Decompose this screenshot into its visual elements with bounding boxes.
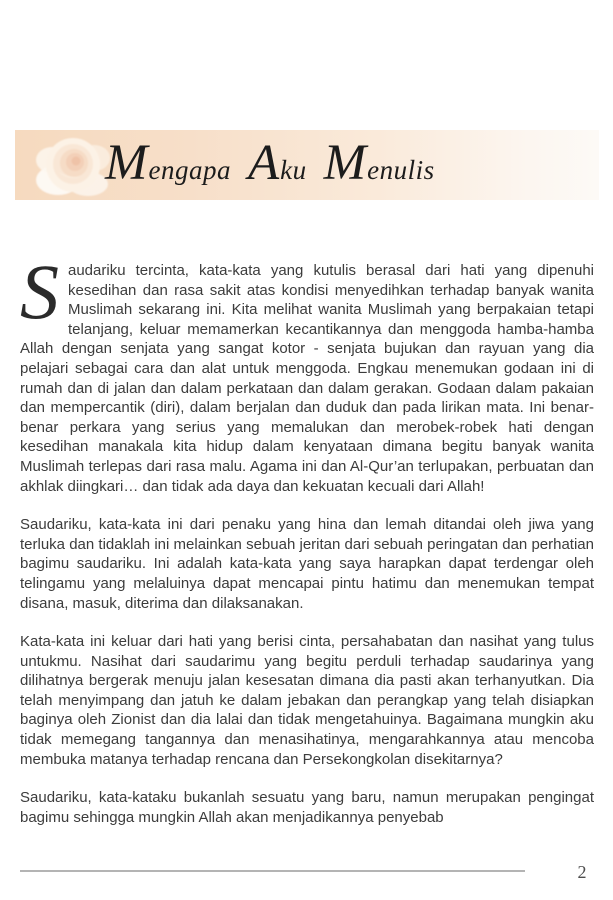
body-paragraph: Saudariku, kata-kataku bukanlah sesuatu yang baru, namun merupakan pengingat bagimu sehingga mungkin Allah akan menjadikannya penyebab bbox=[20, 789, 594, 826]
body-paragraph bbox=[20, 248, 594, 496]
body-paragraph: Kata-kata ini keluar dari hati yang berisi cinta, persahabatan dan nasihat yang tulus untukmu. Nasihat dari saudarimu yang begitu perduli terhadap saudarinya yang dilihatnya bergerak menuju jalan kesesatan dimana dia pasti akan terhanyutkan. Dia telah menyimpang dan jatuh ke dalam jebakan dan perangkap yang telah disiapkan baginya oleh Zionist dan dia lalai dan tidak mengetahuinya. Bagaimana mungkin aku tidak memegang tangannya dan menasihatinya, mengarahkannya atau mencoba membuka matanya terhadap rencana dan Persekongkolan disekitarnya? bbox=[20, 633, 594, 768]
page-number: 2 bbox=[577, 862, 587, 882]
paragraph-text: audariku tercinta, kata-kata yang kutulis berasal dari hati yang dipenuhi kesedihan dan rasa sakit atas kondisi menyedihkan terhadap banyak wanita Muslimah sekarang ini. Kita melihat wanita Muslimah yang berpakaian tetapi telanjang, keluar memamerkan kecantikannya dan menggoda hamba-hamba Allah dengan senjata yang sangat kotor - senjata bujukan dan rayuan yang dia pelajari sebagai cara dan alat untuk menggoda. Engkau menemukan godaan ini di rumah dan di jalan dan dalam perkataan dan dalam gerakan. Godaan dalam pakaian dan mempercantik (diri), dalam berjalan dan duduk dan pada lirikan mata. Ini benar-benar perkara yang serius yang memalukan dan merobek-robek hati dengan kesedihan manakala kita hidup dalam kenyataan dimana begitu banyak wanita Muslimah terlepas dari rasa malu. Agama ini dan Al-Qur’an terlupakan, perbuatan dan akhlak diingkari… dan tidak ada daya dan kekuatan kecuali dari Allah! bbox=[20, 262, 594, 495]
page-body bbox=[20, 248, 594, 846]
title-word: Menulis bbox=[323, 135, 435, 191]
title-word: Mengapa bbox=[105, 135, 231, 191]
chapter-title bbox=[105, 135, 452, 191]
body-paragraph: Saudariku, kata-kata ini dari penaku yang hina dan lemah ditandai oleh jiwa yang terluka dan tidaklah ini melainkan sebuah jeritan dari sebuah peringatan dan perhatian bagimu saudariku. Ini adalah kata-kata yang saya harapkan dapat terdengar oleh telingamu yang melaluinya dapat mencapai pintu hatimu dan menemukan tempat disana, masuk, diterima dan dilaksanakan. bbox=[20, 516, 594, 612]
title-word: Aku bbox=[247, 135, 307, 191]
drop-cap: S bbox=[20, 248, 59, 335]
footer-divider bbox=[20, 870, 525, 872]
chapter-header-banner bbox=[15, 130, 599, 200]
